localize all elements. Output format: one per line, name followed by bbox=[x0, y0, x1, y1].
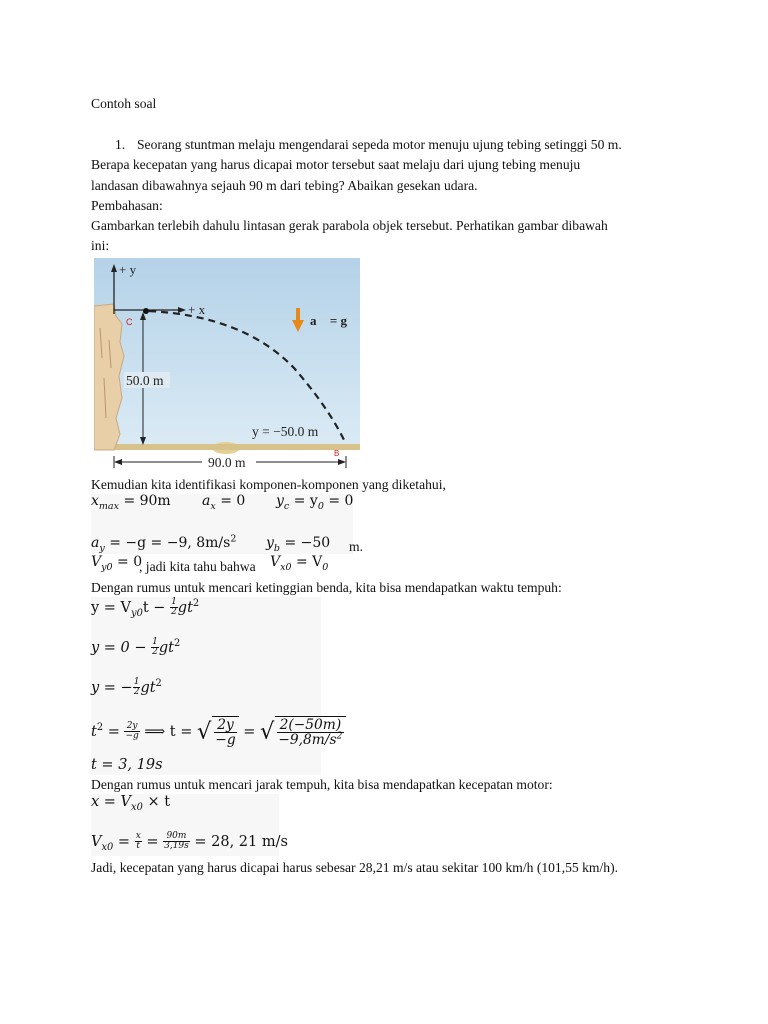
eq1-right: gt bbox=[177, 599, 193, 616]
yc-value: = y bbox=[293, 493, 318, 509]
ay-equation: $a_y = -g = -9$, $8m/s^2$ bbox=[91, 533, 237, 554]
ax-value: = 0 bbox=[220, 493, 246, 509]
distance-equation-1: $x = V_{x0} \times t$ bbox=[91, 794, 171, 813]
yc-value-tail: = 0 bbox=[328, 493, 354, 509]
motorcycle-icon bbox=[143, 308, 149, 314]
ground-strip bbox=[94, 444, 360, 450]
velocity-equation: $V_{x0}$ = $\frac{x}{t}$ = $\frac{90m}{3,19s}$ = 28, 21 m/s bbox=[91, 831, 288, 853]
eq4-lhs: t bbox=[91, 723, 97, 740]
height-equation-3: y = − $\frac{1}{2}$ $gt^2$ bbox=[91, 677, 162, 698]
xmax-value: = 90m bbox=[123, 493, 171, 509]
frac-319s: 3,19s bbox=[164, 841, 189, 852]
ay-value: = −g = −9, 8m/s bbox=[109, 535, 231, 551]
jadi-text: , jadi kita tahu bahwa bbox=[139, 559, 256, 574]
eq1-mid: t − bbox=[142, 599, 171, 616]
unit-m: m. bbox=[349, 539, 363, 554]
conclusion: Jadi, kecepatan yang harus dicapai harus sebesar 28,21 m/s atau sekitar 100 km/h (101,55 km/h). bbox=[91, 860, 618, 875]
frac-num: 2(−50m) bbox=[277, 718, 343, 733]
sky-background bbox=[94, 258, 360, 450]
time-intro: Dengan rumus untuk mencari ketinggian benda, kita bisa mendapatkan waktu tempuh: bbox=[91, 580, 562, 595]
problem-number: 1. bbox=[115, 137, 126, 152]
known-intro: Kemudian kita identifikasi komponen-komponen yang diketahui, bbox=[91, 477, 446, 492]
eq1-left: y = V bbox=[91, 599, 132, 616]
final-y-label: y = −50.0 m bbox=[252, 424, 319, 439]
problem-line-3: landasan dibawahnya sejauh 90 m dari tebing? Abaikan gesekan udara. bbox=[91, 178, 478, 193]
x-axis-label: + x bbox=[188, 302, 206, 317]
eq4-equals: = bbox=[238, 723, 261, 740]
distance-intro: Dengan rumus untuk mencari jarak tempuh, kita bisa mendapatkan kecepatan motor: bbox=[91, 777, 553, 792]
y-axis-label: + y bbox=[119, 262, 137, 277]
deq2-eq1: = bbox=[113, 833, 135, 850]
deq2-left: V bbox=[91, 833, 102, 850]
point-b-label: B bbox=[334, 449, 340, 458]
height-equation-1: $y = V_{y0}t$ − $\frac{1}{2}$ $gt^2$ bbox=[91, 597, 200, 619]
sqrt-icon-2: √ bbox=[260, 718, 275, 745]
intro-line-1: Gambarkan terlebih dahulu lintasan gerak parabola objek tersebut. Perhatikan gambar dibawah bbox=[91, 218, 608, 233]
frac-t: t bbox=[136, 841, 141, 852]
heading: Contoh soal bbox=[91, 96, 157, 111]
frac-x: x bbox=[135, 831, 141, 841]
vx0-equation: $V_{x0} = V_0$ bbox=[270, 554, 329, 573]
time-result: t = 3, 19s bbox=[91, 757, 163, 773]
yb-value: = −50 bbox=[284, 535, 331, 551]
projectile-figure bbox=[94, 258, 360, 470]
height-equation-2: y = 0 − $\frac{1}{2}$ $gt^2$ bbox=[91, 637, 181, 658]
eq2-left: y = 0 − bbox=[91, 639, 152, 656]
problem-line-1: Seorang stuntman melaju mengendarai sepeda motor menuju ujung tebing setinggi 50 m. bbox=[137, 137, 622, 152]
acceleration-label: a⃗ = g⃗ bbox=[310, 313, 358, 328]
deq1-right: × t bbox=[147, 794, 171, 810]
frac-mg: −g bbox=[125, 731, 139, 742]
xmax-equation: $x_{max} = 90m$ bbox=[91, 493, 171, 512]
eq3-left: y = − bbox=[91, 679, 133, 696]
point-c-label: C bbox=[126, 317, 133, 327]
problem-line-2: Berapa kecepatan yang harus dicapai motor tersebut saat melaju dari ujung tebing menuju bbox=[91, 157, 581, 172]
sqrt-icon: √ bbox=[196, 718, 212, 745]
distance-arrow-left bbox=[114, 459, 122, 465]
deq2-eq2: = bbox=[141, 833, 164, 850]
distance-label: 90.0 m bbox=[208, 455, 246, 470]
pembahasan-label: Pembahasan: bbox=[91, 198, 163, 213]
intro-line-2: ini: bbox=[91, 238, 110, 253]
vy0-value: = 0 bbox=[117, 554, 143, 570]
frac-90m: 90m bbox=[163, 832, 190, 842]
frac-2y: 2y bbox=[124, 722, 139, 732]
eq2-right: gt bbox=[158, 639, 174, 656]
time-solution-equation: $t^2$ = $\frac{2y}{-g}$ ⟹ t = √ $\frac{2y}{-g}$ = √ $\frac{2(-50m)}{-9,8m/s^2}$ bbox=[91, 716, 346, 748]
eq3-right: gt bbox=[140, 679, 156, 696]
height-label: 50.0 m bbox=[126, 373, 164, 388]
distance-arrow-right bbox=[338, 459, 346, 465]
vx0-value: = V bbox=[296, 554, 323, 570]
frac-den: −9,8m/s bbox=[278, 732, 337, 749]
eq4-eq: = bbox=[103, 723, 125, 740]
ax-equation: $a_x = 0$ bbox=[202, 493, 246, 512]
deq2-result: = 28, 21 m/s bbox=[189, 833, 288, 850]
yb-equation: $y_b = -50$ bbox=[266, 535, 331, 554]
yc-equation: $y_c = y_0 = 0$ bbox=[276, 493, 354, 512]
deq1-left: x = V bbox=[91, 794, 132, 810]
vy0-equation: $V_{y0} = 0$ bbox=[91, 554, 143, 573]
eq4-arrow: ⟹ t = bbox=[139, 723, 197, 740]
